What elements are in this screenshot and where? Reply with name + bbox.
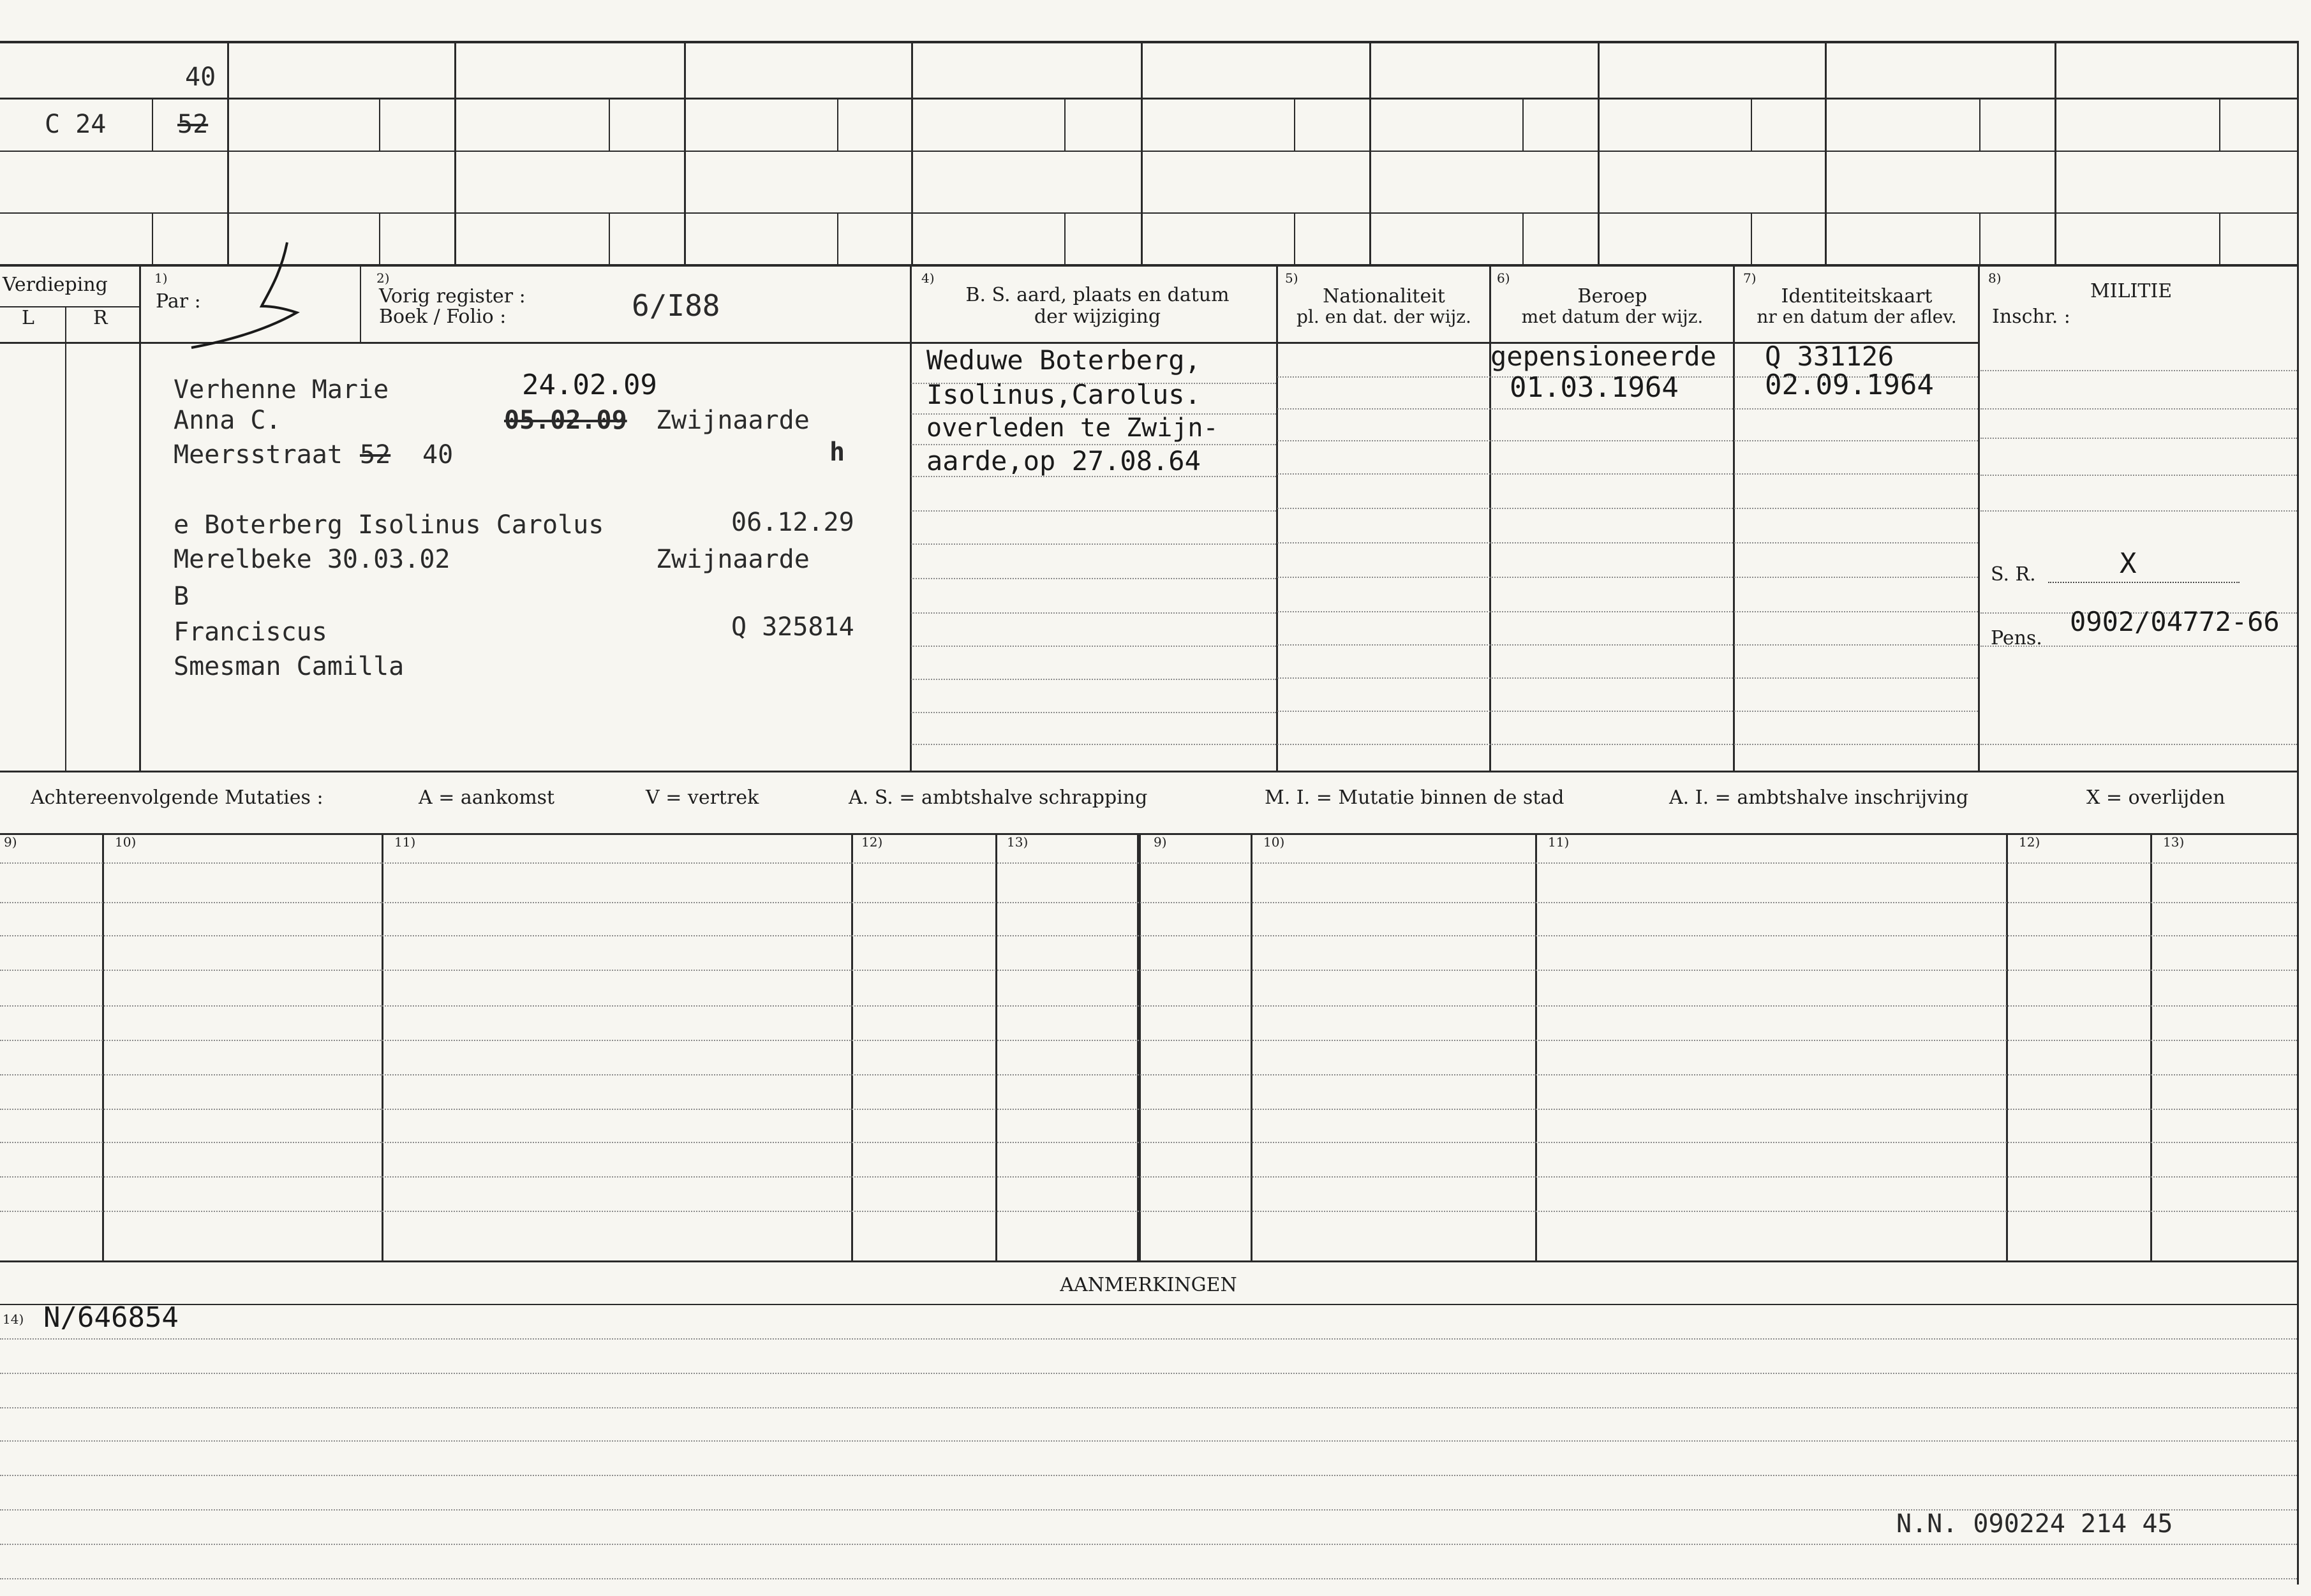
mut-col10-right: 10) <box>1263 834 1285 850</box>
person-line8-name: Smesman Camilla <box>174 652 405 681</box>
card-code: C 24 <box>45 110 107 139</box>
bs-header-line1: B. S. aard, plaats en datum <box>965 284 1230 306</box>
bs-header-line2: der wijziging <box>1034 306 1161 328</box>
pens-value: 0902/04772-66 <box>2070 606 2280 637</box>
verdieping-label: Verdieping <box>3 274 108 296</box>
sr-label: S. R. <box>1991 563 2036 586</box>
id-header-line1: Identiteitskaart <box>1781 285 1933 307</box>
col-r-label: R <box>93 307 108 329</box>
mutatie-mi: M. I. = Mutatie binnen de stad <box>1265 787 1564 809</box>
bs-entry-line2: Isolinus,Carolus. <box>926 379 1201 410</box>
col5-number: 5) <box>1285 270 1298 286</box>
person-line2-place: Zwijnaarde <box>656 406 810 435</box>
mutatie-v: V = vertrek <box>646 787 759 809</box>
par-label: Par : <box>156 290 201 313</box>
person-line1-date: 24.02.09 <box>522 369 657 401</box>
person-line5-place2: Zwijnaarde <box>656 545 810 574</box>
mutatie-ai: A. I. = ambtshalve inschrijving <box>1669 787 1969 809</box>
person-line2-name: Anna C. <box>174 406 281 435</box>
sr-value: X <box>2120 547 2137 580</box>
boek-folio-label: Boek / Folio : <box>379 306 507 328</box>
person-line2-struck: 05.02.09 <box>504 406 627 435</box>
aanmerkingen-num: 14) <box>3 1312 24 1327</box>
register-value: 6/I88 <box>632 288 720 323</box>
col2-number: 2) <box>376 270 390 286</box>
person-line3-street: Meersstraat <box>174 440 343 469</box>
bs-entry-line3: overleden te Zwijn- <box>926 413 1219 443</box>
aanmerkingen-value: N/646854 <box>43 1301 179 1334</box>
person-line1-name: Verhenne Marie <box>174 375 389 404</box>
nat-header-line2: pl. en dat. der wijz. <box>1297 306 1471 327</box>
person-line6: B <box>174 582 189 611</box>
person-line3-new: 40 <box>422 440 454 469</box>
col4-number: 4) <box>921 270 935 286</box>
pens-label: Pens. <box>1991 627 2042 649</box>
person-line4-name: e Boterberg Isolinus Carolus <box>174 510 604 540</box>
beroep-header-line2: met datum der wijz. <box>1521 306 1704 327</box>
top-number: 40 <box>185 63 216 92</box>
col1-number: 1) <box>154 270 168 286</box>
vorig-register-label: Vorig register : <box>379 285 526 307</box>
beroep-line1: gepensioneerde <box>1490 341 1717 372</box>
mut-col11-right: 11) <box>1548 834 1570 850</box>
person-line5-place: Merelbeke 30.03.02 <box>174 545 450 574</box>
person-line7-name: Franciscus <box>174 617 327 647</box>
col8-number: 8) <box>1988 270 2002 286</box>
identiteit-line1: Q 331126 <box>1765 341 1894 372</box>
col7-number: 7) <box>1743 270 1757 286</box>
person-line7-id: Q 325814 <box>731 612 854 642</box>
mut-col9-right: 9) <box>1154 834 1167 850</box>
aanmerkingen-title: AANMERKINGEN <box>1060 1274 1237 1296</box>
mut-col12-left: 12) <box>861 834 883 850</box>
bs-entry-line4: aarde,op 27.08.64 <box>926 445 1201 477</box>
mutaties-title: Achtereenvolgende Mutaties : <box>31 787 323 809</box>
mut-col12-right: 12) <box>2019 834 2040 850</box>
beroep-line2: 01.03.1964 <box>1510 371 1679 404</box>
person-line4-date: 06.12.29 <box>731 508 854 537</box>
mut-col13-right: 13) <box>2163 834 2185 850</box>
bs-entry-line1: Weduwe Boterberg, <box>926 344 1201 376</box>
identiteit-line2: 02.09.1964 <box>1765 369 1934 401</box>
col-l-label: L <box>22 307 34 329</box>
beroep-header-line1: Beroep <box>1577 285 1647 307</box>
signature-mark <box>185 236 313 351</box>
person-line3-old: 52 <box>360 440 391 469</box>
person-line3-code: h <box>829 438 845 467</box>
id-header-line2: nr en datum der aflev. <box>1757 306 1957 327</box>
col6-number: 6) <box>1497 270 1510 286</box>
mut-col13-left: 13) <box>1007 834 1029 850</box>
card-code-old: 52 <box>177 110 209 139</box>
mutatie-a: A = aankomst <box>419 787 555 809</box>
mut-col11-left: 11) <box>394 834 416 850</box>
militie-label: MILITIE <box>2090 280 2173 302</box>
mutatie-as: A. S. = ambtshalve schrapping <box>849 787 1148 809</box>
nat-header-line1: Nationaliteit <box>1323 285 1445 307</box>
mut-col9-left: 9) <box>4 834 17 850</box>
nn-number: N.N. 090224 214 45 <box>1896 1509 2173 1539</box>
inschr-label: Inschr. : <box>1992 306 2070 328</box>
mutatie-x: X = overlijden <box>2086 787 2226 809</box>
mut-col10-left: 10) <box>115 834 137 850</box>
